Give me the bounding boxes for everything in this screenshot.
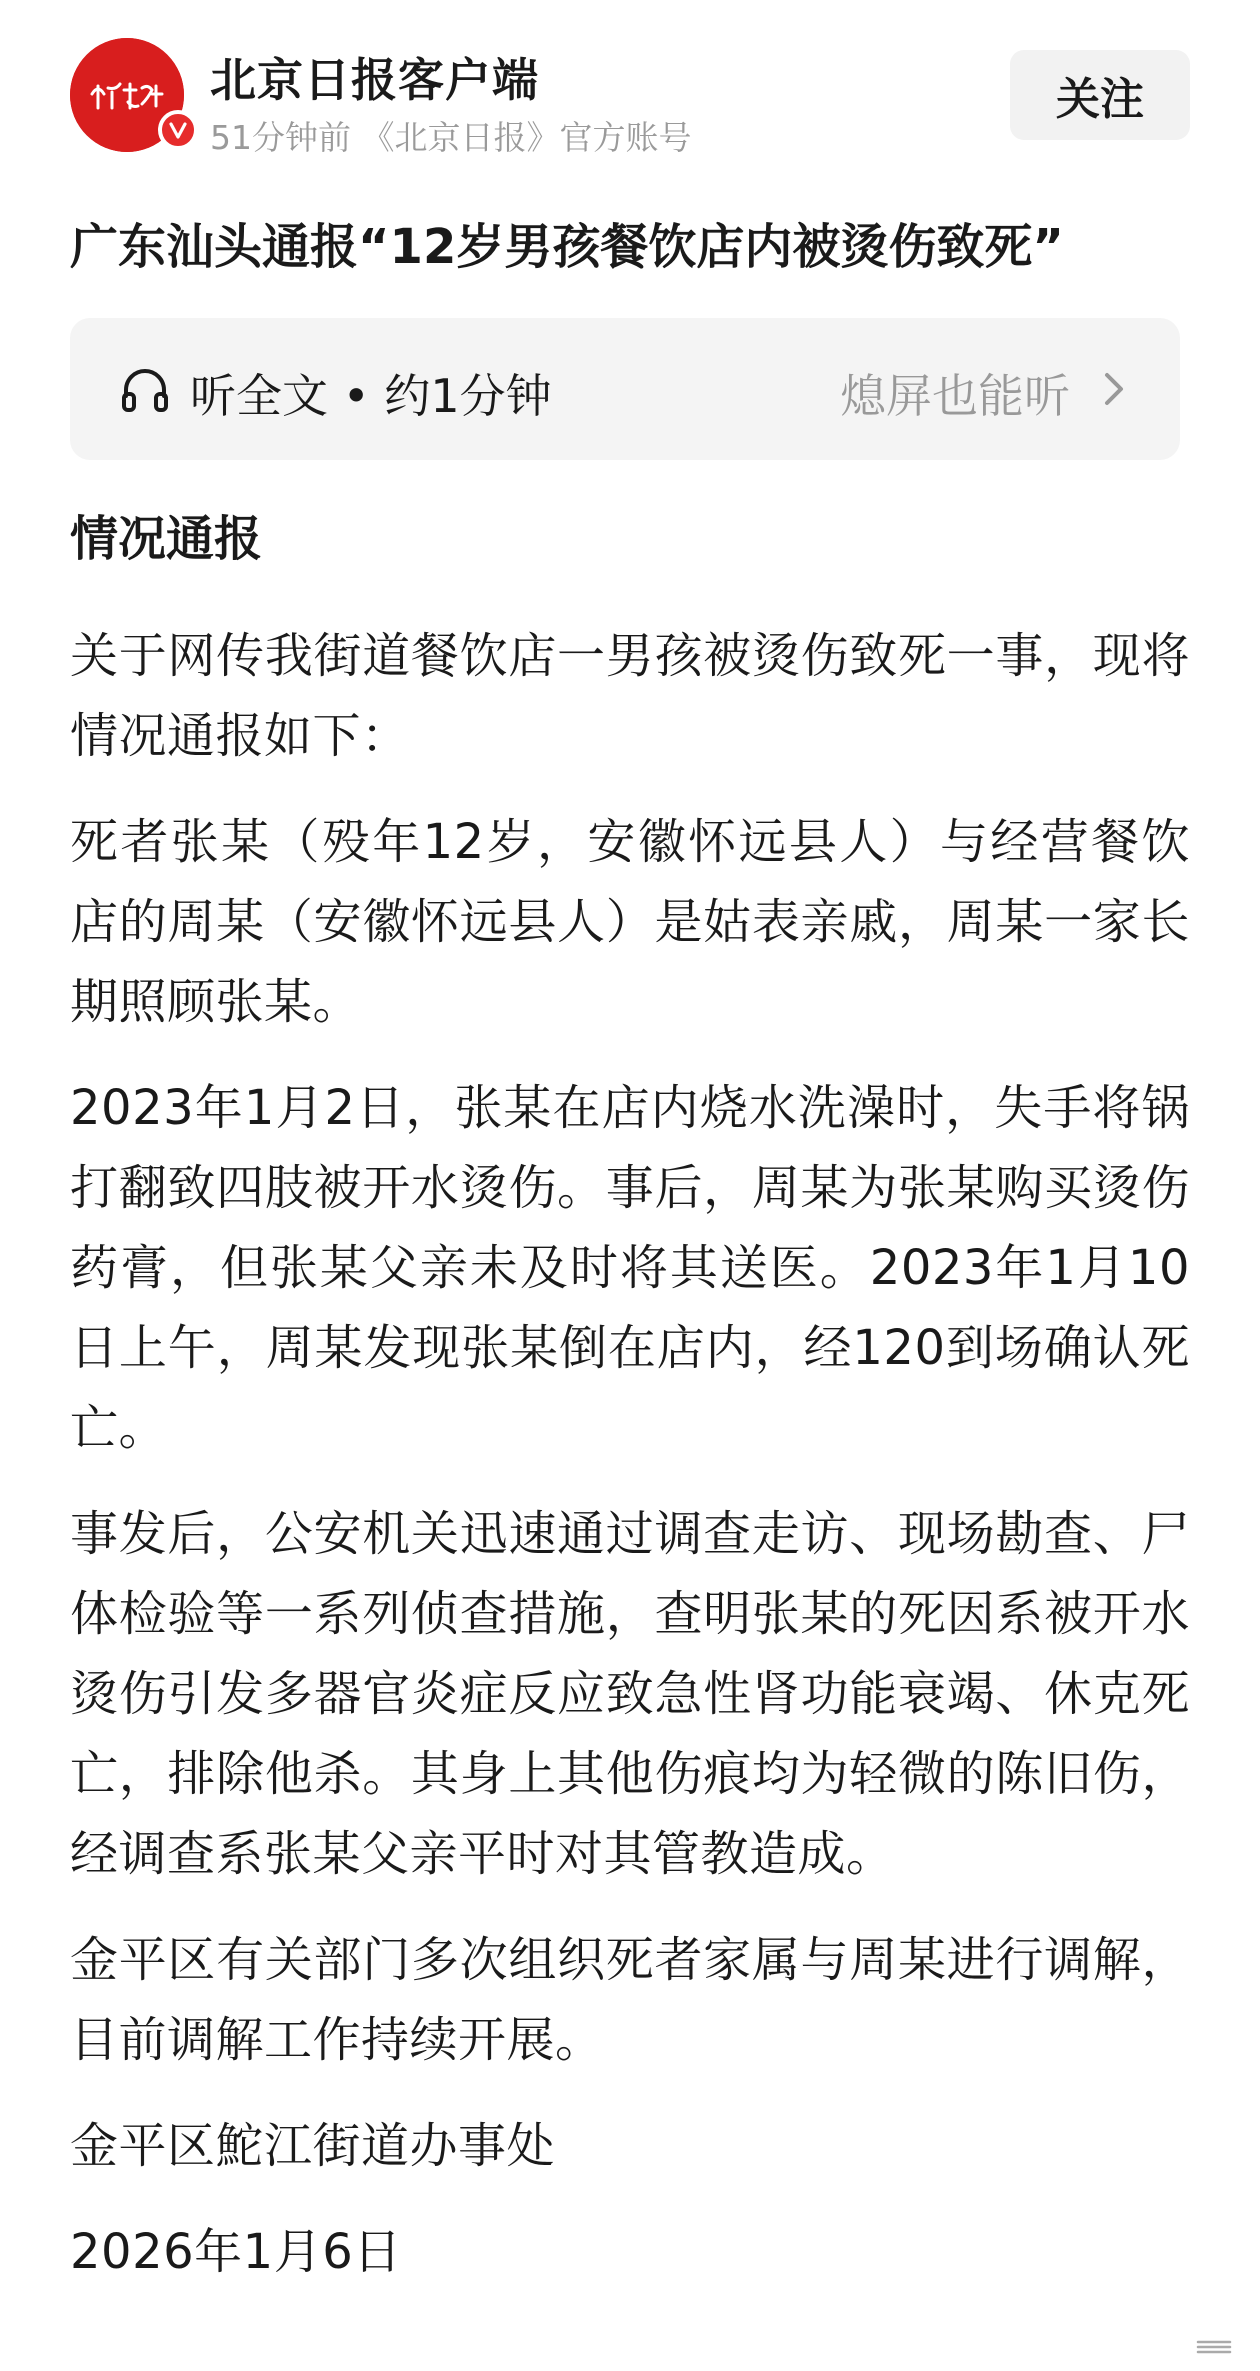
publish-meta: 51分钟前 《北京日报》官方账号 (210, 118, 692, 157)
follow-button[interactable]: 关注 (1010, 50, 1190, 140)
screen-off-listen-link[interactable]: 熄屏也能听 (840, 369, 1070, 423)
author-header (70, 38, 1190, 158)
article-title: 广东汕头通报“12岁男孩餐饮店内被烫伤致死” (70, 219, 1064, 275)
menu-handle-icon[interactable] (1194, 2337, 1234, 2357)
listen-label[interactable]: 听全文 • 约1分钟 (190, 369, 552, 423)
paragraph: 死者张某（殁年12岁，安徽怀远县人）与经营餐饮店的周某（安徽怀远县人）是姑表亲戚，周某一家长期照顾张某。 (70, 814, 1190, 1030)
section-heading: 情况通报 (70, 511, 263, 567)
signature: 金平区鮀江街道办事处 (70, 2118, 556, 2174)
paragraph: 事发后，公安机关迅速通过调查走访、现场勘查、尸体检验等一系列侦查措施，查明张某的死因系被开水烫伤引发多器官炎症反应致急性肾功能衰竭、休克死亡，排除他杀。其身上其他伤痕均为轻微的陈旧伤，经调查系张某父亲平时对其管教造成。 (70, 1506, 1190, 1882)
paragraph: 2023年1月2日，张某在店内烧水洗澡时，失手将锅打翻致四肢被开水烫伤。事后，周某为张某购买烫伤药膏，但张某父亲未及时将其送医。2023年1月10日上午，周某发现张某倒在店内，经120到场确认死亡。 (70, 1080, 1190, 1456)
headphone-icon (120, 364, 170, 414)
verified-badge-icon (158, 110, 198, 150)
publish-date: 2026年1月6日 (70, 2224, 402, 2280)
verified-check-icon (167, 119, 189, 141)
paragraph: 关于网传我街道餐饮店一男孩被烫伤致死一事，现将情况通报如下： (70, 628, 1190, 764)
listen-full-text-bar[interactable] (70, 318, 1180, 460)
chevron-right-icon[interactable] (1102, 370, 1126, 408)
paragraph: 金平区有关部门多次组织死者家属与周某进行调解，目前调解工作持续开展。 (70, 1932, 1190, 2068)
article-body (70, 498, 1190, 2318)
account-name[interactable]: 北京日报客户端 (210, 53, 539, 107)
